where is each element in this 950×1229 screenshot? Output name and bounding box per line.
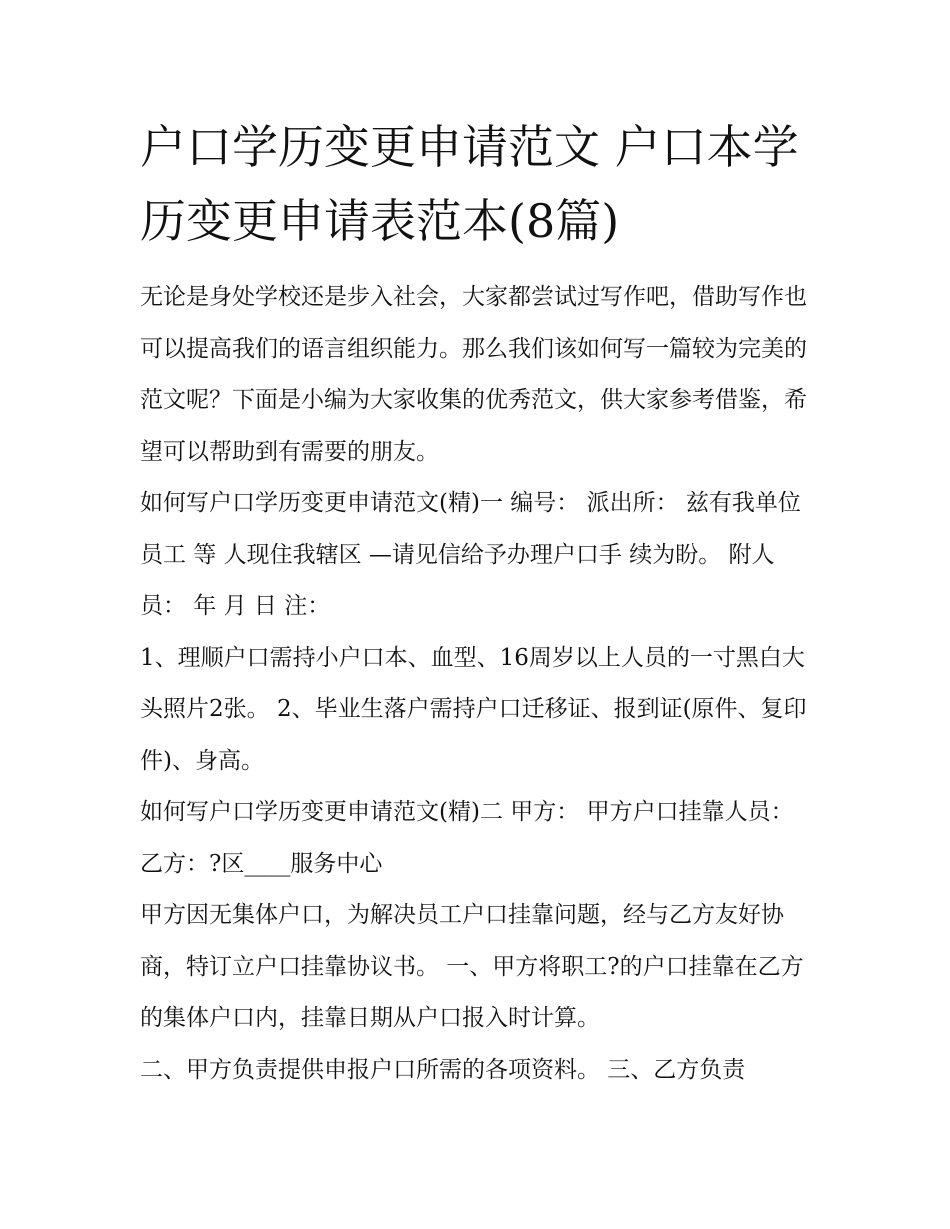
- intro-paragraph: 无论是身处学校还是步入社会，大家都尝试过写作吧，借助写作也可以提高我们的语言组织能力。那么我们该如何写一篇较为完美的范文呢？下面是小编为大家收集的优秀范文，供大家参考借鉴，希望可以帮助到有需要的朋友。: [140, 284, 807, 465]
- document-page: [140, 110, 816, 1096]
- clauses-paragraph: 二、甲方负责提供申报户口所需的各项资料。 三、乙方负责: [140, 1056, 746, 1083]
- document-title: 户口学历变更申请范文 户口本学历变更申请表范本(8篇): [140, 120, 799, 248]
- agreement-paragraph: 甲方因无集体户口，为解决员工户口挂靠问题，经与乙方友好协商，特订立户口挂靠协议书。 一、甲方将职工?的户口挂靠在乙方的集体户口内，挂靠日期从户口报入时计算。: [140, 902, 804, 1031]
- notes-paragraph: 1、理顺户口需持小户口本、血型、16周岁以上人员的一寸黑白大头照片2张。 2、毕业生落户需持户口迁移证、报到证(原件、复印件)、身高。: [140, 644, 807, 774]
- section-one-paragraph: 如何写户口学历变更申请范文(精)一 编号： 派出所： 兹有我单位员工 等 人现住我辖区 —请见信给予办理户口手 续为盼。 附人员： 年 月 日 注：: [140, 490, 801, 619]
- section-two-header-paragraph: 如何写户口学历变更申请范文(精)二 甲方： 甲方户口挂靠人员： 乙方：?区____服务中心: [140, 799, 794, 877]
